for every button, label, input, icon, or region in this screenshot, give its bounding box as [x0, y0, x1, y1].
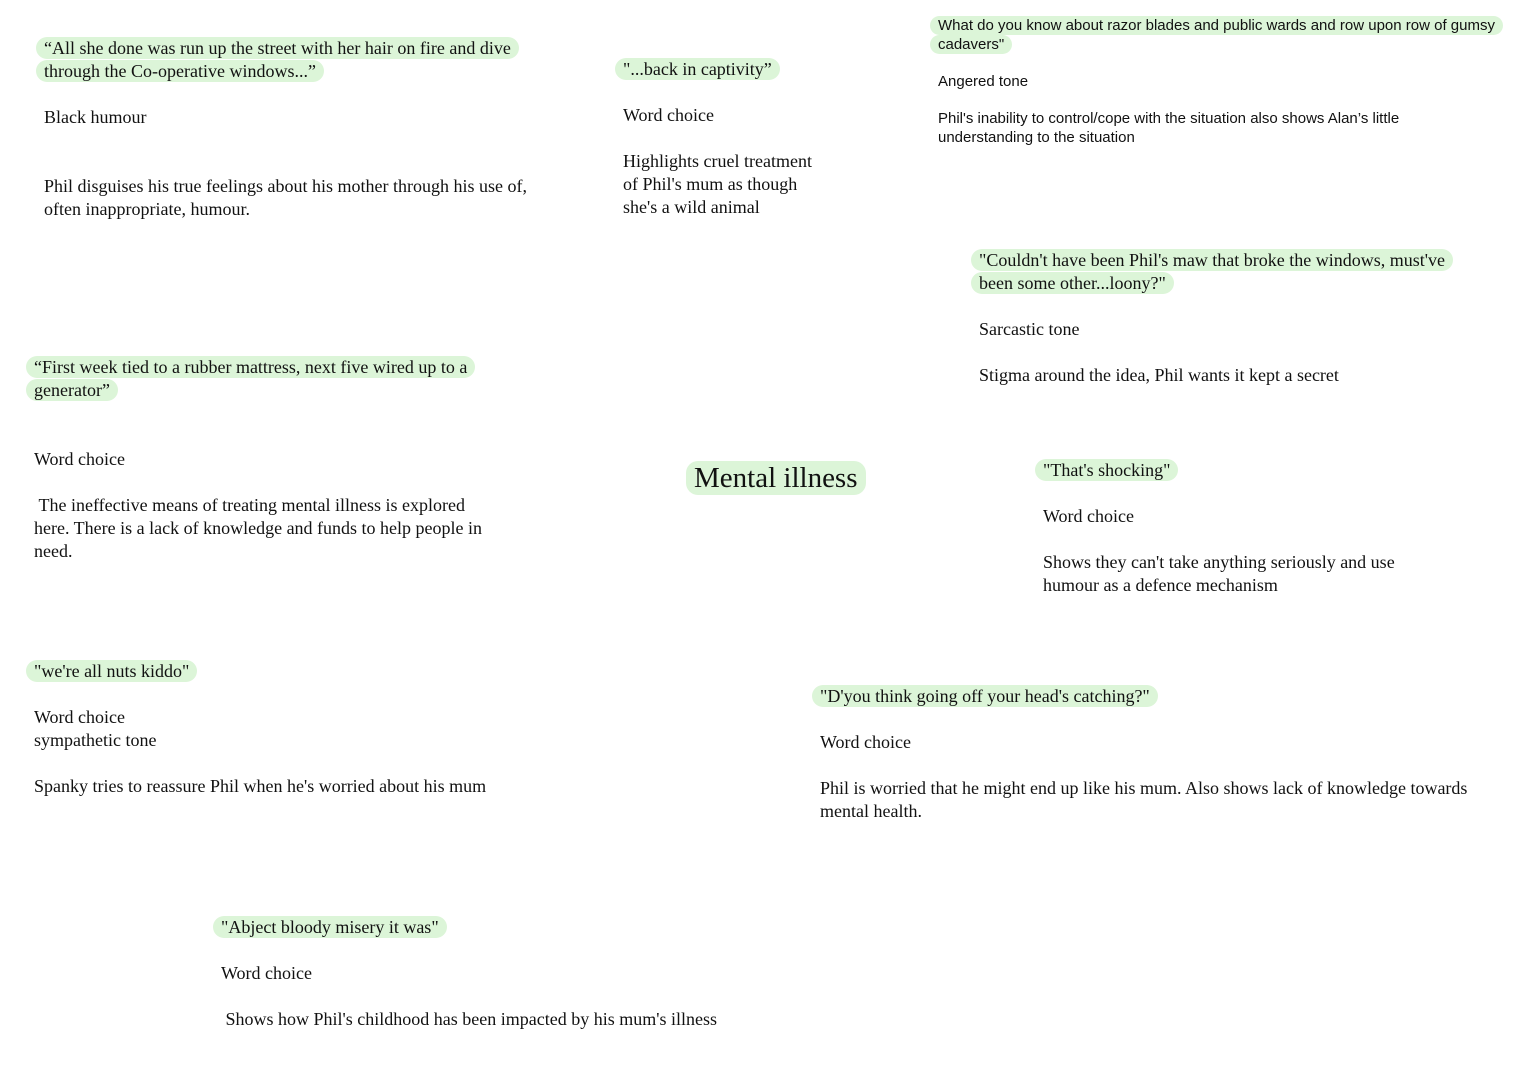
note-rubber-mattress: [26, 356, 501, 563]
note-abject-misery: [213, 916, 813, 1031]
analysis-text: Shows how Phil's childhood has been impacted by his mum's illness: [221, 1009, 717, 1029]
quote-razor-blades: What do you know about razor blades and public wards and row upon row of gumsy cadavers": [930, 16, 1503, 54]
analysis-text: The ineffective means of treating mental illness is explored here. There is a lack of knowledge and funds to help people in need.: [34, 495, 487, 561]
note-razor-blades: [930, 16, 1495, 147]
page-title: [686, 460, 866, 496]
technique-label: Word choice: [34, 707, 126, 727]
note-all-nuts-kiddo: [26, 660, 501, 798]
quote-phils-maw: "Couldn't have been Phil's maw that broke the windows, must've been some other...loony?": [971, 249, 1453, 294]
tone-label: sympathetic tone: [34, 730, 157, 750]
quote-all-nuts-kiddo: "we're all nuts kiddo": [26, 660, 197, 682]
note-thats-shocking: [1035, 459, 1455, 597]
quote-back-in-captivity: "...back in captivity”: [615, 58, 780, 80]
analysis-text: Highlights cruel treatment of Phil's mum as though she's a wild animal: [623, 151, 812, 217]
analysis-text: Phil's inability to control/cope with the situation also shows Alan’s little understanding to the situation: [938, 110, 1400, 146]
technique-label: Word choice: [820, 732, 912, 752]
quote-abject-misery: "Abject bloody misery it was": [213, 916, 447, 938]
quote-co-operative-windows: “All she done was run up the street with her hair on fire and dive through the Co-operative windows...”: [36, 37, 519, 82]
technique-label: Sarcastic tone: [979, 319, 1080, 339]
technique-label: Word choice: [1043, 506, 1135, 526]
note-co-operative-windows: [36, 37, 546, 221]
note-back-in-captivity: [615, 58, 820, 219]
analysis-text: Phil disguises his true feelings about his mother through his use of, often inappropriate, humour.: [44, 176, 527, 219]
note-off-your-head: [812, 685, 1492, 823]
technique-label: Word choice: [34, 449, 126, 469]
quote-off-your-head: "D'you think going off your head's catching?": [812, 685, 1158, 707]
quote-thats-shocking: "That's shocking": [1035, 459, 1178, 481]
technique-label: Black humour: [44, 107, 147, 127]
analysis-text: Shows they can't take anything seriously and use humour as a defence mechanism: [1043, 552, 1395, 595]
technique-label: Word choice: [623, 105, 715, 125]
quote-rubber-mattress: “First week tied to a rubber mattress, next five wired up to a generator”: [26, 356, 475, 401]
analysis-text: Phil is worried that he might end up like his mum. Also shows lack of knowledge towards mental health.: [820, 778, 1468, 821]
technique-label: Word choice: [221, 963, 313, 983]
analysis-text: Stigma around the idea, Phil wants it kept a secret: [979, 365, 1339, 385]
technique-label: Angered tone: [938, 73, 1029, 90]
note-phils-maw: [971, 249, 1446, 387]
analysis-text: Spanky tries to reassure Phil when he's worried about his mum: [34, 776, 487, 796]
title-text: Mental illness: [686, 461, 866, 495]
